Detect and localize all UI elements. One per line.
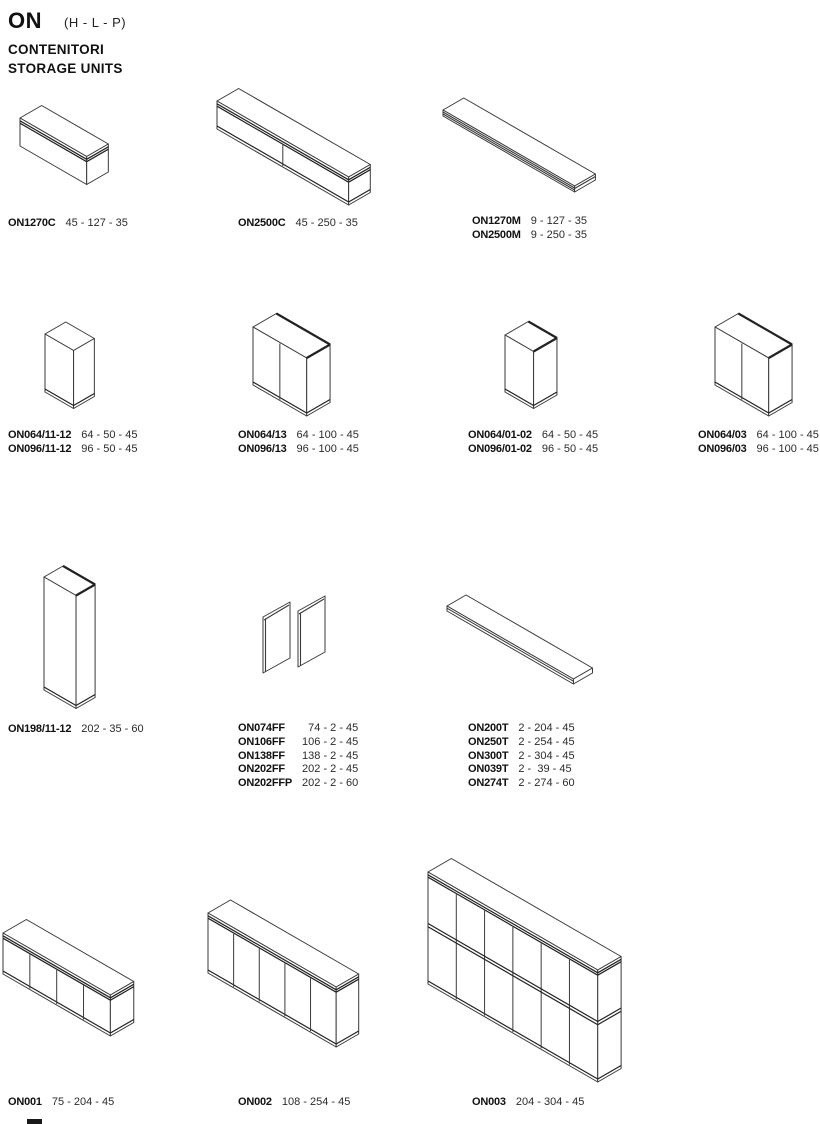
product-dims: 204 - 304 - 45 [515,1096,585,1108]
product-dims: 202 - 35 - 60 [81,723,144,735]
product-dims: 2 - 304 - 45 [518,749,575,762]
label-on064-11-12 [8,429,138,457]
label-on064-03 [698,429,819,457]
product-dims: 2 - 39 - 45 [518,763,572,776]
product-dims: 202 - 2 - 45 [302,763,359,776]
product-code: ON138FF [238,749,285,762]
series-title: ON [8,8,42,33]
product-dims: 64 - 50 - 45 [81,429,138,441]
product-entry [8,429,138,443]
product-code: ON096/11-12 [8,442,72,455]
product-dims: 9 - 127 - 35 [530,215,587,227]
product-code: ON064/01-02 [468,429,532,441]
page-subtitle [8,40,123,78]
product-code: ON198/11-12 [8,723,72,735]
label-on-t-tops [468,722,575,791]
product-code: ON1270C [8,217,56,229]
label-on198-11-12 [8,723,144,737]
product-entry [238,763,358,777]
drawing-on-t-top [447,595,592,684]
product-code: ON274T [468,777,509,790]
product-entry [468,736,575,750]
product-code: ON096/01-02 [468,442,532,455]
product-dims: 96 - 100 - 45 [296,442,359,455]
product-entry [238,750,358,764]
product-entry [8,443,138,457]
product-code: ON002 [238,1096,272,1108]
product-dims: 96 - 100 - 45 [756,442,819,455]
product-dims: 108 - 254 - 45 [281,1096,351,1108]
dimension-key: (H - L - P) [64,15,127,30]
product-code: ON106FF [238,735,285,748]
product-entry [698,443,819,457]
product-dims: 2 - 274 - 60 [518,777,575,790]
product-dims: 64 - 100 - 45 [296,429,359,441]
product-entry [238,443,359,457]
product-entry [468,429,598,443]
product-entry [8,723,144,737]
product-code: ON064/03 [698,429,747,441]
product-dims: 64 - 50 - 45 [541,429,599,441]
label-on002 [238,1096,350,1110]
product-dims: 45 - 250 - 35 [295,217,358,229]
product-code: ON001 [8,1096,42,1108]
drawing-on2500c [217,89,370,206]
label-on2500c [238,217,358,231]
product-entry [238,1096,350,1110]
subtitle-italian: CONTENITORI [8,42,105,57]
product-entry [238,429,359,443]
product-dims: 45 - 127 - 35 [65,217,128,229]
product-entry [472,215,587,229]
product-code: ON250T [468,735,509,748]
product-entry [698,429,819,443]
product-code: ON003 [472,1096,506,1108]
product-code: ON074FF [238,722,285,734]
product-code: ON200T [468,722,509,734]
label-on003 [472,1096,584,1110]
product-code: ON2500M [472,228,521,241]
page-corner-mark [27,1119,42,1124]
drawing-on002 [208,900,359,1047]
product-dims: 2 - 254 - 45 [518,735,575,748]
drawing-on1270c [20,106,108,185]
product-code: ON300T [468,749,509,762]
drawing-on064-13 [253,314,330,417]
subtitle-english: STORAGE UNITS [8,61,123,76]
label-on1270c [8,217,128,231]
label-on-m-shelves [472,215,587,243]
label-on001 [8,1096,114,1110]
drawing-on-ff-panels [263,596,325,673]
product-dims: 2 - 204 - 45 [518,722,575,734]
product-entry [238,722,358,736]
label-on064-13 [238,429,359,457]
drawing-on003 [428,859,621,1083]
product-dims: 106 - 2 - 45 [302,735,359,748]
product-code: ON202FF [238,763,285,776]
product-code: ON2500C [238,217,286,229]
product-entry [468,777,575,791]
product-dims: 202 - 2 - 60 [302,777,359,790]
drawing-on064-03 [715,314,792,417]
product-code: ON096/13 [238,442,287,455]
product-entry [472,1096,584,1110]
product-dims: 96 - 50 - 45 [541,442,599,455]
product-code: ON202FFP [238,777,293,790]
product-code: ON1270M [472,215,521,227]
drawing-on064-01-02 [505,322,557,409]
label-on064-01-02 [468,429,598,457]
product-dims: 64 - 100 - 45 [756,429,819,441]
product-entry [468,763,575,777]
product-entry [238,217,358,231]
drawing-on001 [3,920,134,1037]
product-dims: 74 - 2 - 45 [308,722,359,734]
product-code: ON039T [468,763,509,776]
drawing-on064-11-12 [45,322,94,409]
product-dims: 75 - 204 - 45 [51,1096,115,1108]
product-dims: 9 - 250 - 35 [530,228,587,241]
product-entry [468,722,575,736]
product-code: ON064/11-12 [8,429,72,441]
product-entry [468,750,575,764]
product-code: ON096/03 [698,442,747,455]
product-entry [238,736,358,750]
drawing-on198-11-12 [44,566,95,709]
label-on-ff-panels [238,722,358,791]
product-code: ON064/13 [238,429,287,441]
product-dims: 96 - 50 - 45 [81,442,138,455]
product-entry [8,217,128,231]
product-entry [8,1096,114,1110]
drawing-on-m-shelf [443,98,595,192]
product-entry [238,777,358,791]
product-entry [468,443,598,457]
product-dims: 138 - 2 - 45 [302,749,359,762]
product-entry [472,229,587,243]
